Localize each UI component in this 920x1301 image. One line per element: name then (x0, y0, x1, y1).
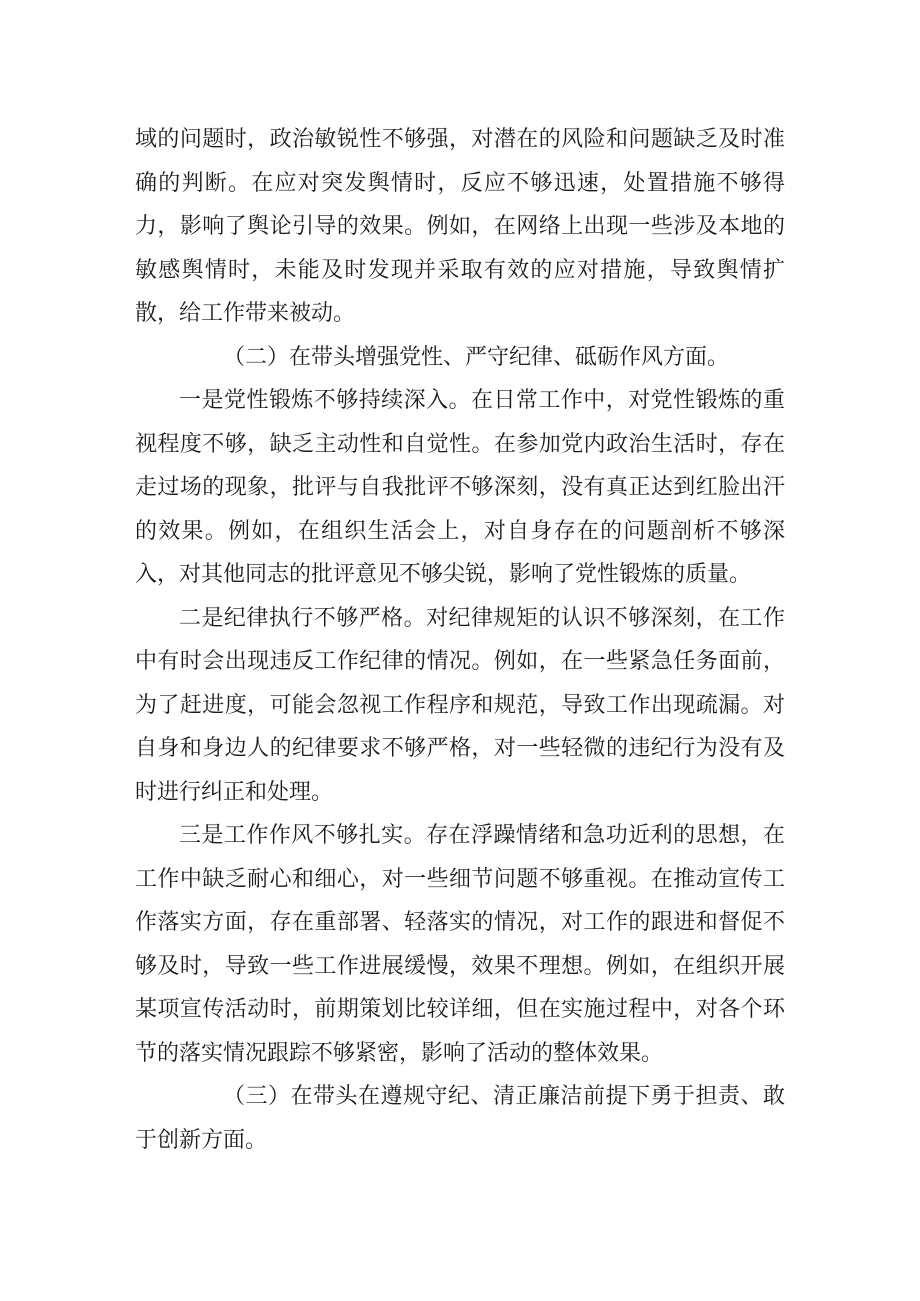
section-heading-3: （三）在带头在遵规守纪、清正廉洁前提下勇于担责、敢于创新方面。 (135, 1084, 785, 1153)
paragraph-work-style: 三是工作作风不够扎实。存在浮躁情绪和急功近利的思想，在工作中缺乏耐心和细心，对一些细节问题不够重视。在推动宣传工作落实方面，存在重部署、轻落实的情况，对工作的跟进和督促不够及时，导致一些工作进展缓慢，效果不理想。例如，在组织开展某项宣传活动时，前期策划比较详细，但在实施过程中，对各个环节的落实情况跟踪不够紧密，影响了活动的整体效果。 (135, 823, 785, 1066)
paragraph-discipline: 二是纪律执行不够严格。对纪律规矩的认识不够深刻，在工作中有时会出现违反工作纪律的情况。例如，在一些紧急任务面前，为了赶进度，可能会忽视工作程序和规范，导致工作出现疏漏。对自身和身边人的纪律要求不够严格，对一些轻微的违纪行为没有及时进行纠正和处理。 (135, 605, 785, 805)
document-body (135, 118, 785, 1162)
section-heading-2: （二）在带头增强党性、严守纪律、砥砺作风方面。 (223, 344, 730, 370)
paragraph-continuation: 域的问题时，政治敏锐性不够强，对潜在的风险和问题缺乏及时准确的判断。在应对突发舆情时，反应不够迅速，处置措施不够得力，影响了舆论引导的效果。例如，在网络上出现一些涉及本地的敏感舆情时，未能及时发现并采取有效的应对措施，导致舆情扩散，给工作带来被动。 (135, 127, 785, 326)
paragraph-party-spirit: 一是党性锻炼不够持续深入。在日常工作中，对党性锻炼的重视程度不够，缺乏主动性和自觉性。在参加党内政治生活时，存在走过场的现象，批评与自我批评不够深刻，没有真正达到红脸出汗的效果。例如，在组织生活会上，对自身存在的问题剖析不够深入，对其他同志的批评意见不够尖锐，影响了党性锻炼的质量。 (135, 388, 785, 587)
